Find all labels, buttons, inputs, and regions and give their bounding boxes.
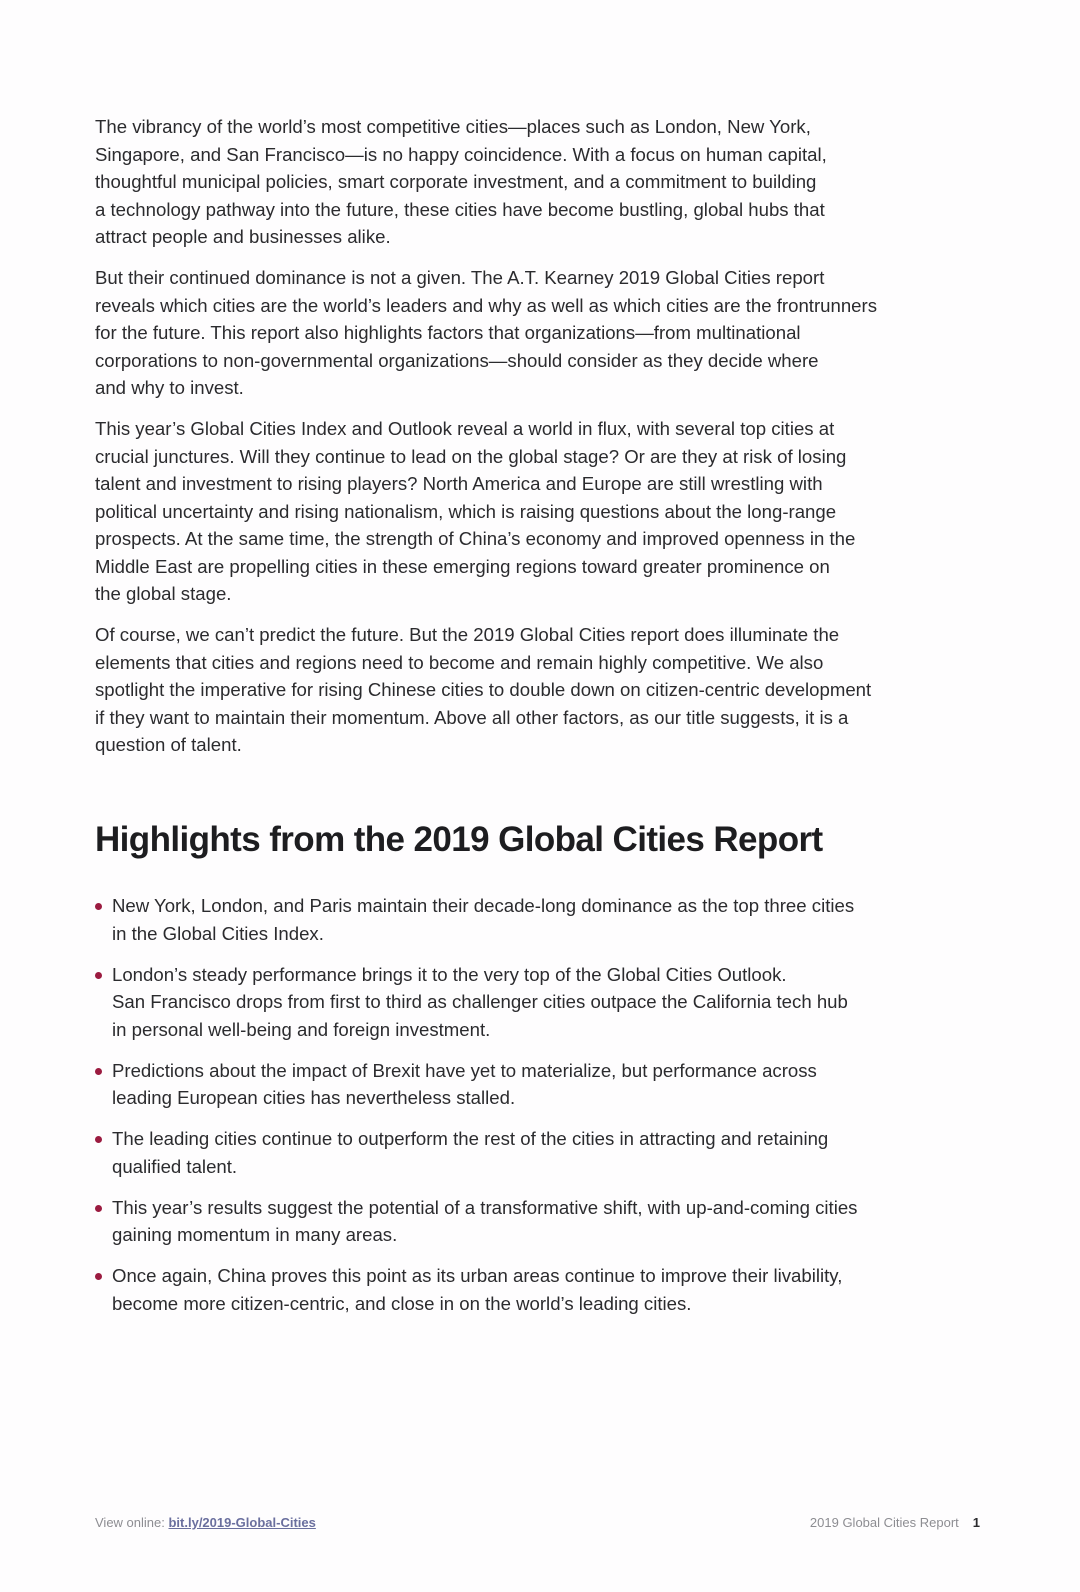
report-link[interactable]: bit.ly/2019-Global-Cities bbox=[168, 1515, 316, 1530]
paragraph bbox=[95, 621, 995, 759]
bullet-dot-icon bbox=[95, 1273, 102, 1280]
list-item bbox=[95, 1194, 995, 1249]
footer-report-info bbox=[810, 1515, 980, 1530]
text-line: qualified talent. bbox=[112, 1155, 238, 1177]
paragraph bbox=[95, 264, 995, 402]
report-title: 2019 Global Cities Report bbox=[809, 1515, 959, 1530]
text-line: the global stage. bbox=[95, 583, 232, 604]
text-line: The leading cities continue to outperform the rest of the cities in attracting and retaining bbox=[112, 1128, 829, 1149]
text-line: Of course, we can’t predict the future. But the 2019 Global Cities report does illuminate the bbox=[95, 624, 840, 645]
list-item bbox=[95, 892, 995, 947]
text-line: But their continued dominance is not a given. The A.T. Kearney 2019 Global Cities report bbox=[95, 267, 825, 288]
list-item bbox=[95, 961, 995, 1044]
text-line: spotlight the imperative for rising Chinese cities to double down on citizen-centric development bbox=[95, 679, 872, 700]
highlights-list bbox=[95, 892, 995, 1331]
text-line: This year’s results suggest the potential of a transformative shift, with up-and-coming cities bbox=[112, 1196, 858, 1218]
bullet-dot-icon bbox=[95, 1136, 102, 1143]
text-line: political uncertainty and rising nationalism, which is raising questions about the long-range bbox=[95, 500, 837, 522]
text-line: question of talent. bbox=[95, 734, 242, 755]
view-online-label: View online: bbox=[95, 1515, 169, 1530]
list-item bbox=[95, 1262, 995, 1317]
text-line: San Francisco drops from first to third as challenger cities outpace the California tech hub bbox=[112, 991, 848, 1012]
body-text bbox=[95, 113, 995, 772]
page-number: 1 bbox=[972, 1515, 980, 1530]
bullet-dot-icon bbox=[95, 1068, 102, 1075]
text-line: in personal well-being and foreign investment. bbox=[112, 1018, 491, 1040]
text-line: for the future. This report also highlights factors that organizations—from multinational bbox=[95, 322, 801, 343]
text-line: The vibrancy of the world’s most competitive cities—places such as London, New York, bbox=[95, 116, 811, 137]
text-line: in the Global Cities Index. bbox=[112, 922, 324, 944]
text-line: attract people and businesses alike. bbox=[95, 226, 391, 247]
text-line: and why to invest. bbox=[95, 377, 244, 398]
text-line: Middle East are propelling cities in these emerging regions toward greater prominence on bbox=[95, 555, 830, 577]
bullet-dot-icon bbox=[95, 972, 102, 979]
text-line: thoughtful municipal policies, smart corporate investment, and a commitment to building bbox=[95, 171, 817, 192]
text-line: prospects. At the same time, the strength of China’s economy and improved openness in the bbox=[95, 528, 856, 549]
text-line: gaining momentum in many areas. bbox=[112, 1224, 398, 1245]
footer-view-online bbox=[95, 1515, 316, 1530]
text-line: a technology pathway into the future, these cities have become bustling, global hubs that bbox=[95, 198, 825, 220]
text-line: become more citizen-centric, and close in on the world’s leading cities. bbox=[112, 1292, 692, 1314]
bullet-dot-icon bbox=[95, 1205, 102, 1212]
text-line: This year’s Global Cities Index and Outlook reveal a world in flux, with several top cities at bbox=[95, 418, 835, 439]
paragraph bbox=[95, 415, 995, 608]
text-line: reveals which cities are the world’s leaders and why as well as which cities are the frontrunners bbox=[95, 294, 877, 316]
text-line: Once again, China proves this point as its urban areas continue to improve their livability, bbox=[112, 1265, 843, 1286]
bullet-dot-icon bbox=[95, 903, 102, 910]
section-heading: Highlights from the 2019 Global Cities Report bbox=[95, 820, 823, 859]
text-line: Predictions about the impact of Brexit have yet to materialize, but performance across bbox=[112, 1059, 817, 1081]
text-line: London’s steady performance brings it to the very top of the Global Cities Outlook. bbox=[112, 963, 787, 985]
text-line: crucial junctures. Will they continue to lead on the global stage? Or are they at risk of losing bbox=[95, 445, 847, 467]
text-line: New York, London, and Paris maintain their decade-long dominance as the top three cities bbox=[112, 895, 855, 916]
paragraph bbox=[95, 113, 995, 251]
text-line: Singapore, and San Francisco—is no happy coincidence. With a focus on human capital, bbox=[95, 143, 827, 165]
text-line: elements that cities and regions need to become and remain highly competitive. We also bbox=[95, 651, 824, 673]
text-line: corporations to non-governmental organizations—should consider as they decide where bbox=[95, 349, 819, 371]
list-item bbox=[95, 1125, 995, 1180]
text-line: talent and investment to rising players? North America and Europe are still wrestling with bbox=[95, 473, 823, 494]
text-line: leading European cities has nevertheless stalled. bbox=[112, 1087, 516, 1108]
list-item bbox=[95, 1057, 995, 1112]
text-line: if they want to maintain their momentum. Above all other factors, as our title suggests, it is a bbox=[95, 706, 849, 728]
